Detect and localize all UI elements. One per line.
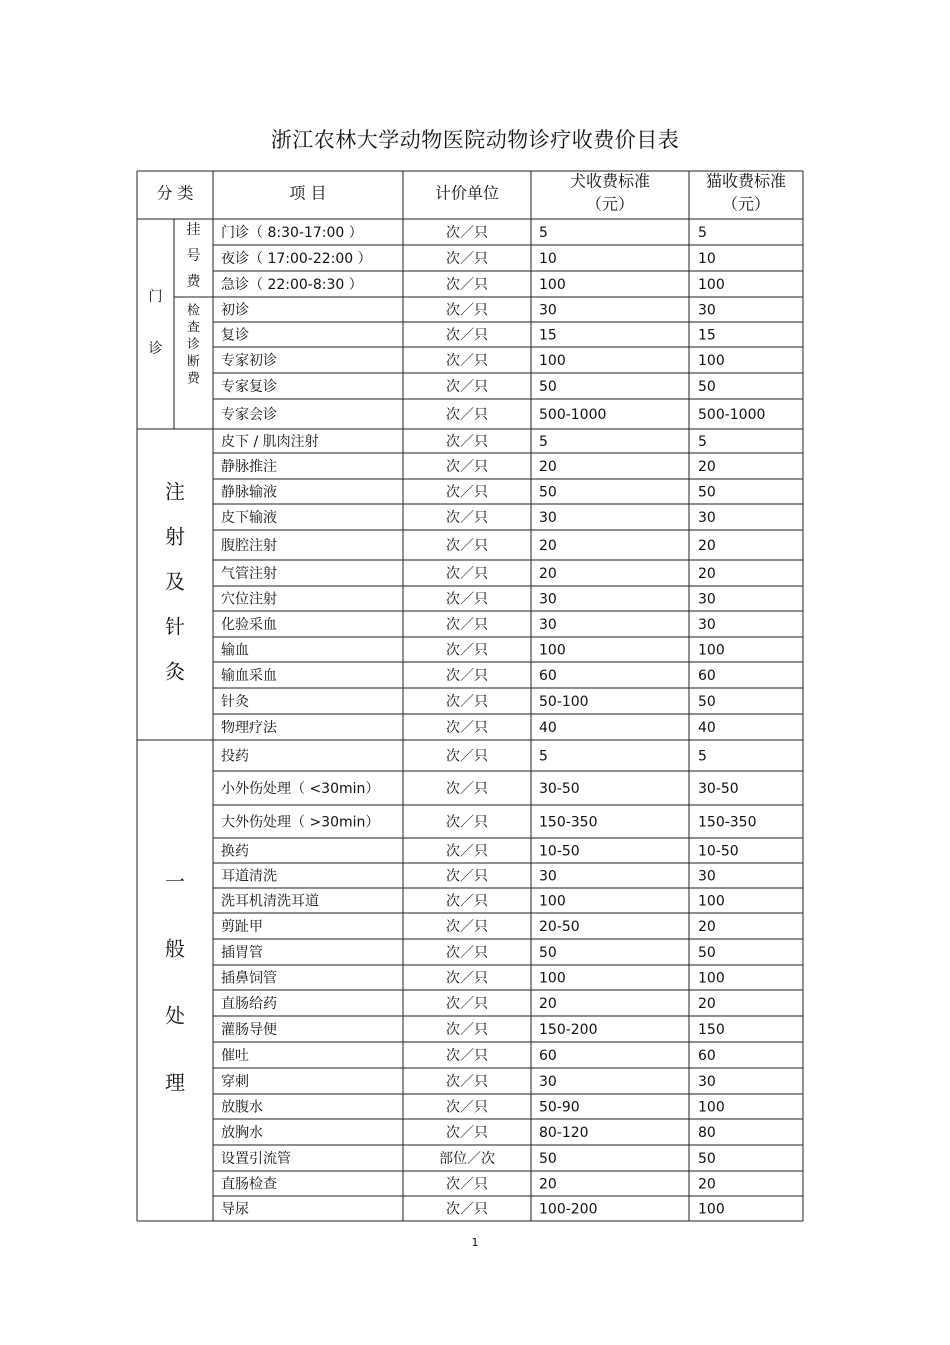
cell-cat-price: 60 — [698, 1048, 716, 1064]
cell-cat-price: 30-50 — [698, 781, 739, 797]
cell-dog-price: 5 — [539, 748, 548, 765]
cell-dog-price: 80-120 — [539, 1125, 589, 1141]
cell-item: 初诊 — [221, 302, 249, 319]
cell-item: 导尿 — [221, 1201, 249, 1218]
cell-dog-price: 5 — [539, 434, 548, 450]
cell-cat-price: 60 — [698, 668, 716, 684]
cell-dog-price: 100 — [539, 893, 566, 910]
cell-item: 换药 — [221, 843, 249, 860]
category-label-char: 射 — [165, 524, 185, 549]
cell-item: 大外伤处理（ >30min） — [221, 814, 380, 831]
cell-dog-price: 40 — [539, 720, 557, 736]
cell-cat-price: 30 — [698, 617, 716, 633]
cell-cat-price: 80 — [698, 1125, 716, 1141]
subcategory-label-char: 费 — [186, 371, 201, 387]
page-number: 1 — [471, 1236, 479, 1249]
cell-unit: 次／只 — [446, 617, 488, 633]
cell-dog-price: 100-200 — [539, 1201, 598, 1218]
cell-item: 插鼻饲管 — [221, 970, 277, 987]
cell-dog-price: 30 — [539, 591, 557, 608]
cell-item: 气管注射 — [221, 566, 277, 582]
cell-cat-price: 30 — [698, 868, 716, 885]
category-label-char: 般 — [165, 936, 185, 961]
cell-cat-price: 20 — [698, 1176, 716, 1193]
cell-item: 直肠给药 — [221, 996, 277, 1012]
cell-cat-price: 40 — [698, 720, 716, 736]
page-title: 浙江农林大学动物医院动物诊疗收费价目表 — [270, 128, 680, 152]
cell-item: 腹腔注射 — [221, 538, 277, 554]
cell-cat-price: 10-50 — [698, 843, 739, 860]
cell-cat-price: 100 — [698, 353, 725, 369]
cell-unit: 次／只 — [446, 642, 488, 659]
cell-item: 投药 — [221, 748, 249, 765]
cell-unit: 次／只 — [446, 970, 488, 987]
cell-item: 门诊（ 8:30-17:00 ） — [221, 225, 363, 241]
cell-item: 输血采血 — [221, 668, 277, 684]
subcategory-label-char: 费 — [186, 274, 201, 290]
cell-unit: 次／只 — [446, 591, 488, 608]
cell-dog-price: 20-50 — [539, 919, 580, 935]
cell-item: 剪趾甲 — [221, 919, 263, 935]
cell-dog-price: 30-50 — [539, 781, 580, 797]
cell-cat-price: 50 — [698, 945, 716, 961]
cell-unit: 次／只 — [446, 1022, 488, 1038]
cell-unit: 次／只 — [446, 277, 488, 293]
category-label-char: 理 — [165, 1070, 185, 1095]
cell-cat-price: 20 — [698, 566, 716, 582]
cell-cat-price: 150-350 — [698, 814, 757, 831]
category-label-char: 及 — [165, 569, 185, 594]
cell-item: 放腹水 — [221, 1099, 263, 1116]
cell-item: 物理疗法 — [221, 720, 277, 736]
cell-item: 灌肠导便 — [221, 1022, 277, 1038]
cell-cat-price: 50 — [698, 484, 716, 501]
header-category: 分 类 — [156, 183, 194, 203]
subcategory-label-char: 诊 — [186, 337, 201, 353]
cell-dog-price: 150-200 — [539, 1022, 598, 1038]
cell-cat-price: 15 — [698, 327, 716, 344]
cell-item: 皮下输液 — [221, 510, 277, 526]
cell-unit: 次／只 — [446, 1125, 488, 1141]
cell-dog-price: 100 — [539, 642, 566, 659]
cell-unit: 次／只 — [446, 225, 488, 241]
category-label-char: 灸 — [165, 659, 185, 684]
header-item: 项 目 — [289, 183, 327, 203]
cell-unit: 次／只 — [446, 1099, 488, 1116]
cell-item: 穴位注射 — [221, 591, 277, 608]
cell-unit: 次／只 — [446, 459, 488, 475]
cell-unit: 次／只 — [446, 1048, 488, 1064]
cell-dog-price: 30 — [539, 302, 557, 319]
header-cat-unit: （元） — [721, 194, 771, 214]
category-label-char: 处 — [165, 1003, 185, 1028]
cell-cat-price: 20 — [698, 996, 716, 1012]
cell-cat-price: 100 — [698, 970, 725, 987]
cell-item: 小外伤处理（ <30min） — [221, 781, 380, 797]
cell-unit: 次／只 — [446, 434, 488, 450]
cell-unit: 次／只 — [446, 668, 488, 684]
cell-cat-price: 5 — [698, 225, 707, 241]
cell-unit: 次／只 — [446, 484, 488, 501]
cell-dog-price: 30 — [539, 617, 557, 633]
cell-unit: 次／只 — [446, 538, 488, 554]
cell-cat-price: 50 — [698, 694, 716, 710]
cell-dog-price: 30 — [539, 510, 557, 526]
category-label-char: 门 — [148, 289, 163, 305]
category-label-char: 针 — [165, 614, 185, 639]
cell-cat-price: 30 — [698, 591, 716, 608]
cell-dog-price: 60 — [539, 668, 557, 684]
cell-item: 设置引流管 — [221, 1151, 291, 1167]
subcategory-label-char: 查 — [186, 320, 201, 336]
cell-dog-price: 50 — [539, 945, 557, 961]
cell-unit: 次／只 — [446, 353, 488, 369]
cell-item: 耳道清洗 — [221, 868, 277, 885]
cell-item: 放胸水 — [221, 1125, 263, 1141]
cell-unit: 次／只 — [446, 814, 488, 831]
cell-unit: 次／只 — [446, 1074, 488, 1090]
cell-unit: 次／只 — [446, 302, 488, 319]
cell-item: 专家会诊 — [221, 407, 277, 423]
cell-dog-price: 10-50 — [539, 843, 580, 860]
cell-cat-price: 50 — [698, 1151, 716, 1167]
cell-cat-price: 100 — [698, 893, 725, 910]
cell-cat-price: 100 — [698, 1099, 725, 1116]
subcategory-label-char: 号 — [186, 248, 201, 264]
cell-cat-price: 50 — [698, 379, 716, 395]
cell-dog-price: 20 — [539, 459, 557, 475]
cell-dog-price: 50 — [539, 379, 557, 395]
subcategory-label-char: 检 — [186, 303, 201, 319]
cell-cat-price: 20 — [698, 459, 716, 475]
cell-cat-price: 100 — [698, 277, 725, 293]
cell-dog-price: 20 — [539, 566, 557, 582]
cell-cat-price: 30 — [698, 510, 716, 526]
cell-cat-price: 30 — [698, 302, 716, 319]
cell-dog-price: 30 — [539, 1074, 557, 1090]
cell-unit: 次／只 — [446, 327, 488, 344]
cell-cat-price: 5 — [698, 434, 707, 450]
header-dog-unit: （元） — [585, 194, 635, 214]
header-cat-price: 猫收费标准 — [705, 171, 787, 191]
cell-item: 急诊（ 22:00-8:30 ） — [221, 277, 363, 293]
cell-dog-price: 100 — [539, 353, 566, 369]
cell-item: 直肠检查 — [221, 1176, 277, 1193]
cell-dog-price: 60 — [539, 1048, 557, 1064]
cell-unit: 次／只 — [446, 407, 488, 423]
header-dog-price: 犬收费标准 — [569, 171, 651, 191]
cell-cat-price: 30 — [698, 1074, 716, 1090]
cell-dog-price: 50-100 — [539, 694, 589, 710]
cell-dog-price: 20 — [539, 538, 557, 554]
cell-unit: 次／只 — [446, 945, 488, 961]
cell-dog-price: 50 — [539, 1151, 557, 1167]
cell-dog-price: 20 — [539, 1176, 557, 1193]
cell-item: 催吐 — [221, 1048, 249, 1064]
cell-cat-price: 150 — [698, 1022, 725, 1038]
cell-unit: 次／只 — [446, 868, 488, 885]
cell-dog-price: 15 — [539, 327, 557, 344]
cell-cat-price: 500-1000 — [698, 407, 766, 423]
cell-unit: 次／只 — [446, 996, 488, 1012]
cell-cat-price: 20 — [698, 538, 716, 554]
cell-dog-price: 5 — [539, 225, 548, 241]
cell-item: 输血 — [221, 642, 249, 659]
cell-cat-price: 100 — [698, 642, 725, 659]
subcategory-label-char: 挂 — [186, 222, 201, 238]
cell-dog-price: 50-90 — [539, 1099, 580, 1116]
category-label-char: 诊 — [148, 341, 163, 357]
cell-unit: 次／只 — [446, 893, 488, 910]
category-label-char: 一 — [165, 869, 185, 894]
cell-item: 皮下 / 肌肉注射 — [221, 434, 319, 450]
cell-item: 化验采血 — [221, 617, 277, 633]
cell-item: 静脉输液 — [221, 484, 277, 501]
cell-unit: 次／只 — [446, 748, 488, 765]
cell-dog-price: 30 — [539, 868, 557, 885]
cell-dog-price: 100 — [539, 970, 566, 987]
cell-unit: 次／只 — [446, 566, 488, 582]
cell-dog-price: 10 — [539, 251, 557, 267]
cell-dog-price: 150-350 — [539, 814, 598, 831]
cell-item: 针灸 — [221, 694, 249, 710]
cell-cat-price: 5 — [698, 748, 707, 765]
cell-item: 插胃管 — [221, 945, 263, 961]
cell-unit: 次／只 — [446, 720, 488, 736]
cell-dog-price: 500-1000 — [539, 407, 607, 423]
cell-unit: 次／只 — [446, 251, 488, 267]
cell-unit: 次／只 — [446, 919, 488, 935]
cell-item: 复诊 — [221, 327, 249, 344]
cell-dog-price: 50 — [539, 484, 557, 501]
cell-unit: 次／只 — [446, 694, 488, 710]
cell-item: 静脉推注 — [221, 459, 277, 475]
cell-item: 专家复诊 — [221, 379, 277, 395]
cell-cat-price: 100 — [698, 1201, 725, 1218]
cell-unit: 次／只 — [446, 1176, 488, 1193]
cell-unit: 次／只 — [446, 379, 488, 395]
header-unit: 计价单位 — [434, 183, 500, 203]
cell-unit: 次／只 — [446, 781, 488, 797]
cell-item: 穿刺 — [221, 1074, 249, 1090]
subcategory-label-char: 断 — [186, 354, 201, 370]
cell-unit: 次／只 — [446, 843, 488, 860]
cell-dog-price: 20 — [539, 996, 557, 1012]
cell-unit: 次／只 — [446, 1201, 488, 1218]
cell-cat-price: 10 — [698, 251, 716, 267]
category-label-char: 注 — [165, 479, 185, 504]
cell-dog-price: 100 — [539, 277, 566, 293]
cell-item: 专家初诊 — [221, 353, 277, 369]
cell-unit: 次／只 — [446, 510, 488, 526]
cell-item: 洗耳机清洗耳道 — [221, 893, 319, 910]
cell-unit: 部位／次 — [439, 1151, 495, 1167]
cell-item: 夜诊（ 17:00-22:00 ） — [221, 251, 372, 267]
cell-cat-price: 20 — [698, 919, 716, 935]
